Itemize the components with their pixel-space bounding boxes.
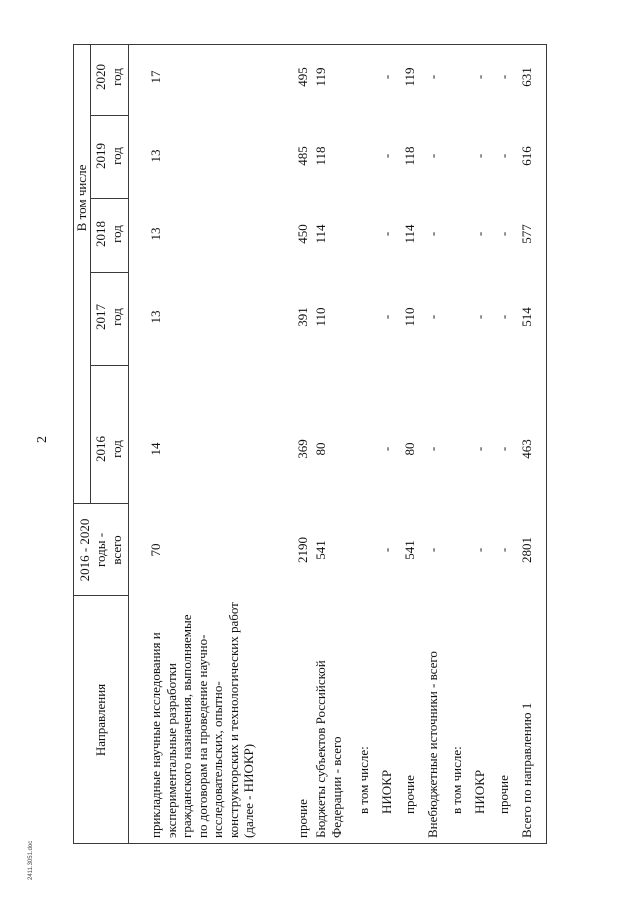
right-border [73,44,547,45]
cell-total: 541 [402,540,417,560]
cell-2017: 514 [519,307,534,327]
cell-2020: 119 [402,67,417,87]
cell-total: 2190 [295,537,310,563]
cell-2016: 80 [313,442,328,456]
header-year-2017 [90,287,128,347]
header-total-line1: 2016 - 2020 годы - [76,518,108,582]
cell-2016: 369 [295,439,310,459]
header-separator [128,44,129,844]
cell-2020: 495 [295,67,310,87]
cell-2019: 616 [519,146,534,166]
cell-2018: 577 [519,224,534,244]
cell-2020: - [425,74,440,80]
col-divider-2020 [90,115,129,116]
year-2019-label: 2019 [93,143,108,169]
header-total-line2: всего [108,535,124,565]
cell-2019: - [472,153,487,159]
row-label: в том числе: [356,746,371,814]
cell-2017: - [379,314,394,320]
cell-2017: - [472,314,487,320]
cell-total: - [472,547,487,553]
header-year-2018 [90,204,128,264]
cell-2017: - [496,314,511,320]
cell-2019: - [379,153,394,159]
cell-2019: - [425,153,440,159]
col-divider-2019 [90,198,129,199]
cell-2020: 631 [519,67,534,87]
year-2018-unit: год [109,225,124,243]
year-2019-unit: год [109,147,124,165]
left-border [73,843,547,844]
row-label: Внебюджетные источники - всего [425,651,440,838]
row-label: прочие [496,775,511,814]
cell-2019: 118 [313,146,328,166]
cell-total: 2801 [519,537,534,563]
col-divider-2018 [90,272,129,273]
row-label: Всего по направлению 1 [519,702,534,838]
cell-2017: 110 [313,307,328,327]
footer-doc-code: 2411.3051.doc [28,840,34,880]
cell-2020: - [496,74,511,80]
row-label: НИОКР [472,769,487,814]
cell-total: - [425,547,440,553]
cell-2018: 13 [148,227,163,241]
row-label: НИОКР [379,769,394,814]
year-2020-unit: год [109,68,124,86]
cell-2020: - [379,74,394,80]
year-2017-label: 2017 [93,304,108,330]
cell-2016: 463 [519,439,534,459]
cell-2018: - [425,231,440,237]
cell-2016: - [472,446,487,452]
cell-2018: - [496,231,511,237]
cell-2016: 14 [148,442,163,456]
cell-2020: 119 [313,67,328,87]
header-year-2020 [90,47,128,107]
cell-2018: - [379,231,394,237]
row-label: прочие [295,799,310,838]
year-2020-label: 2020 [93,64,108,90]
table-bottom-rule [546,44,547,844]
cell-2019: 118 [402,146,417,166]
year-2018-label: 2018 [93,221,108,247]
budget-table [73,44,548,844]
cell-2017: 110 [402,307,417,327]
cell-2019: - [496,153,511,159]
row-label: Бюджеты субъектов Российской Федерации - всего [313,660,344,838]
cell-2016: - [496,446,511,452]
row-label: прочие [402,775,417,814]
header-in-that-number [73,123,90,273]
header-in-that-text: В том числе [73,164,89,232]
cell-2018: 450 [295,224,310,244]
cell-2017: 391 [295,307,310,327]
cell-total: 541 [313,540,328,560]
header-total [73,504,128,596]
header-year-2016 [90,419,128,479]
cell-2017: - [425,314,440,320]
cell-2016: - [425,446,440,452]
year-2016-label: 2016 [93,436,108,462]
cell-2016: 80 [402,442,417,456]
cell-2020: 17 [148,70,163,84]
year-2017-unit: год [109,308,124,326]
cell-total: - [379,547,394,553]
cell-2019: 485 [295,146,310,166]
header-year-2019 [90,126,128,186]
cell-2018: 114 [313,224,328,244]
cell-2018: - [472,231,487,237]
row-label: прикладные научные исследования и экспериментальные разработки гражданского назначения, выполняемые по договорам на проведение научно-исследовательских, опытно-конструкторских и технологических работ (далее - НИОКР) [148,602,256,838]
year-2016-unit: год [109,440,124,458]
cell-total: 70 [148,543,163,557]
cell-2019: 13 [148,149,163,163]
row-label: в том числе: [449,746,464,814]
cell-2016: - [379,446,394,452]
cell-total: - [496,547,511,553]
cell-2017: 13 [148,310,163,324]
col-divider-2017 [90,365,129,366]
cell-2020: - [472,74,487,80]
header-direction-text: Направления [92,683,108,757]
header-direction [73,596,128,844]
cell-2018: 114 [402,224,417,244]
page-number: 2 [35,436,50,443]
